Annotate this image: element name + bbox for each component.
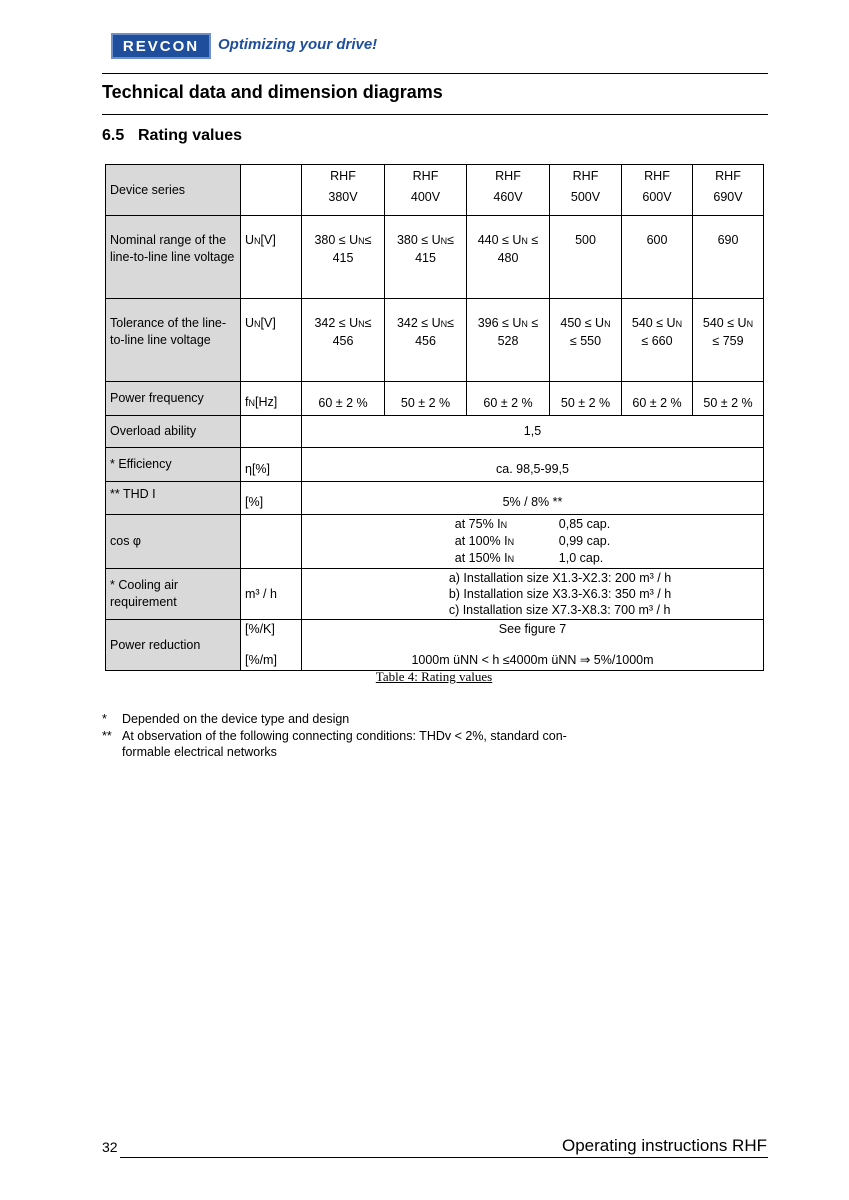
efficiency-unit: η[%] [241, 448, 302, 482]
value-line2: ≤ 550 [569, 334, 602, 348]
footnote-text-continued: formable electrical networks [122, 745, 277, 759]
row-voltage-tolerance [106, 299, 764, 382]
row-power-frequency [106, 382, 764, 416]
nominal-voltage-cell [622, 216, 693, 299]
value-part: 440 ≤ U [477, 233, 522, 247]
row-efficiency [106, 448, 764, 482]
value-part: 342 ≤ U [396, 316, 441, 330]
unit-symbol: f [245, 395, 249, 409]
series-name: RHF [495, 169, 521, 183]
current-text: at 100% I [454, 534, 508, 548]
series-voltage: 380V [328, 190, 358, 204]
cooling-unit: m³ / h [241, 569, 302, 620]
value-subscript: N [358, 236, 365, 246]
unit-per-meter: [%/m] [245, 653, 277, 667]
nominal-voltage-cell [550, 216, 622, 299]
device-series-label: Device series [106, 165, 241, 216]
power-reduction-altitude: 1000m üNN < h ≤4000m üNN ⇒ 5%/1000m [411, 653, 654, 667]
value-part: 342 ≤ U [314, 316, 359, 330]
current-text: at 75% I [454, 517, 501, 531]
row-power-reduction [106, 620, 764, 671]
footnote [102, 728, 567, 760]
value-part: ≤ [364, 316, 372, 330]
unit-rest: [V] [260, 316, 276, 330]
value-subscript: N [521, 319, 528, 329]
value-line2: 456 [415, 334, 436, 348]
unit-symbol: U [245, 233, 255, 247]
series-voltage: 460V [493, 190, 523, 204]
power-reduction-units [241, 620, 302, 671]
chapter-rule [102, 114, 768, 115]
row-overload-ability [106, 416, 764, 448]
frequency-unit [241, 382, 302, 416]
series-cell [385, 165, 467, 216]
frequency-cell: 60 ± 2 % [622, 382, 693, 416]
value-part: 380 ≤ U [314, 233, 359, 247]
footnote-text: At observation of the following connecting conditions: THDv < 2%, standard con- [122, 729, 567, 743]
footnote-mark: * [102, 712, 107, 726]
series-name: RHF [644, 169, 670, 183]
nominal-voltage-unit [241, 216, 302, 299]
footnote [102, 711, 349, 727]
series-name: RHF [715, 169, 741, 183]
row-device-series [106, 165, 764, 216]
frequency-cell: 50 ± 2 % [550, 382, 622, 416]
cos-phi-list [455, 516, 610, 567]
footnote-text: Depended on the device type and design [122, 712, 350, 726]
unit-symbol: U [245, 316, 255, 330]
nominal-voltage-cell [693, 216, 764, 299]
series-cell [550, 165, 622, 216]
value-part: 500 [575, 233, 596, 247]
overload-unit [241, 416, 302, 448]
current-subscript: N [507, 554, 515, 564]
value-line2: 415 [332, 251, 354, 265]
logo-text: REVCON [122, 37, 200, 55]
cos-phi-row [455, 533, 610, 550]
value-part: 540 ≤ U [631, 316, 676, 330]
value-line2: 415 [415, 251, 436, 265]
value-line2: 456 [332, 334, 354, 348]
value-line2: ≤ 660 [641, 334, 673, 348]
value-part: ≤ [527, 233, 539, 247]
cooling-list [394, 570, 671, 618]
power-reduction-values [302, 620, 764, 671]
table-caption: Table 4: Rating values [375, 669, 493, 684]
tolerance-cell [467, 299, 550, 382]
unit-rest: [Hz] [254, 395, 278, 409]
tolerance-cell [302, 299, 385, 382]
tolerance-cell [622, 299, 693, 382]
rating-values-table [105, 164, 764, 671]
current-subscript: N [500, 520, 508, 530]
row-nominal-voltage [106, 216, 764, 299]
cooling-line: b) Installation size X3.3-X6.3: 350 m³ / h [448, 587, 672, 601]
series-voltage: 400V [410, 190, 441, 204]
value-subscript: N [440, 319, 448, 329]
footnote-mark: ** [102, 729, 112, 743]
footer-title: Operating instructions RHF [561, 1136, 767, 1155]
unit-subscript: N [254, 236, 261, 246]
cooling-line: a) Installation size X1.3-X2.3: 200 m³ / h [448, 571, 672, 585]
cooling-label: * Cooling air requirement [106, 569, 241, 620]
nominal-voltage-cell [302, 216, 385, 299]
cos-phi-result: 0,99 cap. [558, 534, 611, 548]
cooling-line: c) Installation size X7.3-X8.3: 700 m³ / h [448, 603, 671, 617]
value-part: ≤ [447, 316, 455, 330]
thd-value: 5% / 8% ** [302, 482, 764, 515]
frequency-label: Power frequency [106, 382, 241, 416]
value-part: ≤ [447, 233, 455, 247]
frequency-cell: 50 ± 2 % [693, 382, 764, 416]
value-part: 380 ≤ U [396, 233, 441, 247]
series-cell [467, 165, 550, 216]
overload-label: Overload ability [106, 416, 241, 448]
current-text: at 150% I [454, 551, 508, 565]
nominal-voltage-cell [467, 216, 550, 299]
series-name: RHF [572, 169, 599, 183]
series-name: RHF [412, 169, 439, 183]
tolerance-unit [241, 299, 302, 382]
frequency-cell: 60 ± 2 % [302, 382, 385, 416]
tolerance-label: Tolerance of the line-to-line line voltage [106, 299, 241, 382]
power-reduction-temperature: See figure 7 [498, 622, 567, 636]
value-subscript: N [358, 319, 365, 329]
section-title: Rating values [138, 127, 243, 144]
value-part: ≤ [364, 233, 372, 247]
cos-phi-result: 0,85 cap. [558, 517, 611, 531]
value-part: 540 ≤ U [702, 316, 747, 330]
value-part: 690 [717, 233, 739, 247]
tolerance-cell [693, 299, 764, 382]
value-part: 600 [646, 233, 668, 247]
value-line2: 480 [497, 251, 519, 265]
section-number: 6.5 [102, 127, 125, 144]
row-cooling-air [106, 569, 764, 620]
row-cos-phi [106, 515, 764, 569]
series-voltage: 600V [642, 190, 672, 204]
value-part: 450 ≤ U [560, 316, 605, 330]
tolerance-cell [550, 299, 622, 382]
value-subscript: N [521, 236, 528, 246]
value-subscript: N [604, 319, 611, 329]
chapter-title: Technical data and dimension diagrams [102, 82, 443, 102]
cos-phi-row [455, 550, 610, 567]
nominal-voltage-label: Nominal range of the line-to-line line voltage [106, 216, 241, 299]
value-subscript: N [440, 236, 448, 246]
unit-subscript: N [254, 319, 261, 329]
frequency-cell: 50 ± 2 % [385, 382, 467, 416]
value-part: ≤ [527, 316, 539, 330]
tolerance-cell [385, 299, 467, 382]
value-part: 396 ≤ U [477, 316, 522, 330]
cos-phi-row [455, 516, 610, 533]
nominal-voltage-cell [385, 216, 467, 299]
revcon-logo [111, 33, 211, 59]
cos-phi-result: 1,0 cap. [558, 551, 604, 565]
row-thd [106, 482, 764, 515]
unit-per-kelvin: [%/K] [245, 622, 275, 636]
unit-subscript: N [248, 398, 255, 408]
section-heading [102, 127, 242, 145]
value-subscript: N [675, 319, 683, 329]
thd-unit: [%] [241, 482, 302, 515]
efficiency-label: * Efficiency [106, 448, 241, 482]
cos-phi-value [302, 515, 764, 569]
cooling-value [302, 569, 764, 620]
power-reduction-label: Power reduction [106, 620, 241, 671]
cos-phi-label: cos φ [106, 515, 241, 569]
series-cell [302, 165, 385, 216]
series-name: RHF [330, 169, 356, 183]
value-line2: ≤ 759 [712, 334, 744, 348]
cos-phi-unit [241, 515, 302, 569]
series-voltage: 500V [570, 190, 601, 204]
series-cell [693, 165, 764, 216]
device-series-unit [241, 165, 302, 216]
series-cell [622, 165, 693, 216]
page-number: 32 [102, 1139, 118, 1155]
series-voltage: 690V [713, 190, 743, 204]
current-subscript: N [507, 537, 515, 547]
value-subscript: N [746, 319, 754, 329]
logo-slogan: Optimizing your drive! [218, 36, 378, 53]
header-rule [102, 73, 768, 74]
frequency-cell: 60 ± 2 % [467, 382, 550, 416]
efficiency-value: ca. 98,5-99,5 [302, 448, 764, 482]
thd-label: ** THD I [106, 482, 241, 515]
overload-value: 1,5 [302, 416, 764, 448]
footer-rule [120, 1157, 768, 1158]
unit-rest: [V] [260, 233, 276, 247]
value-line2: 528 [497, 334, 519, 348]
